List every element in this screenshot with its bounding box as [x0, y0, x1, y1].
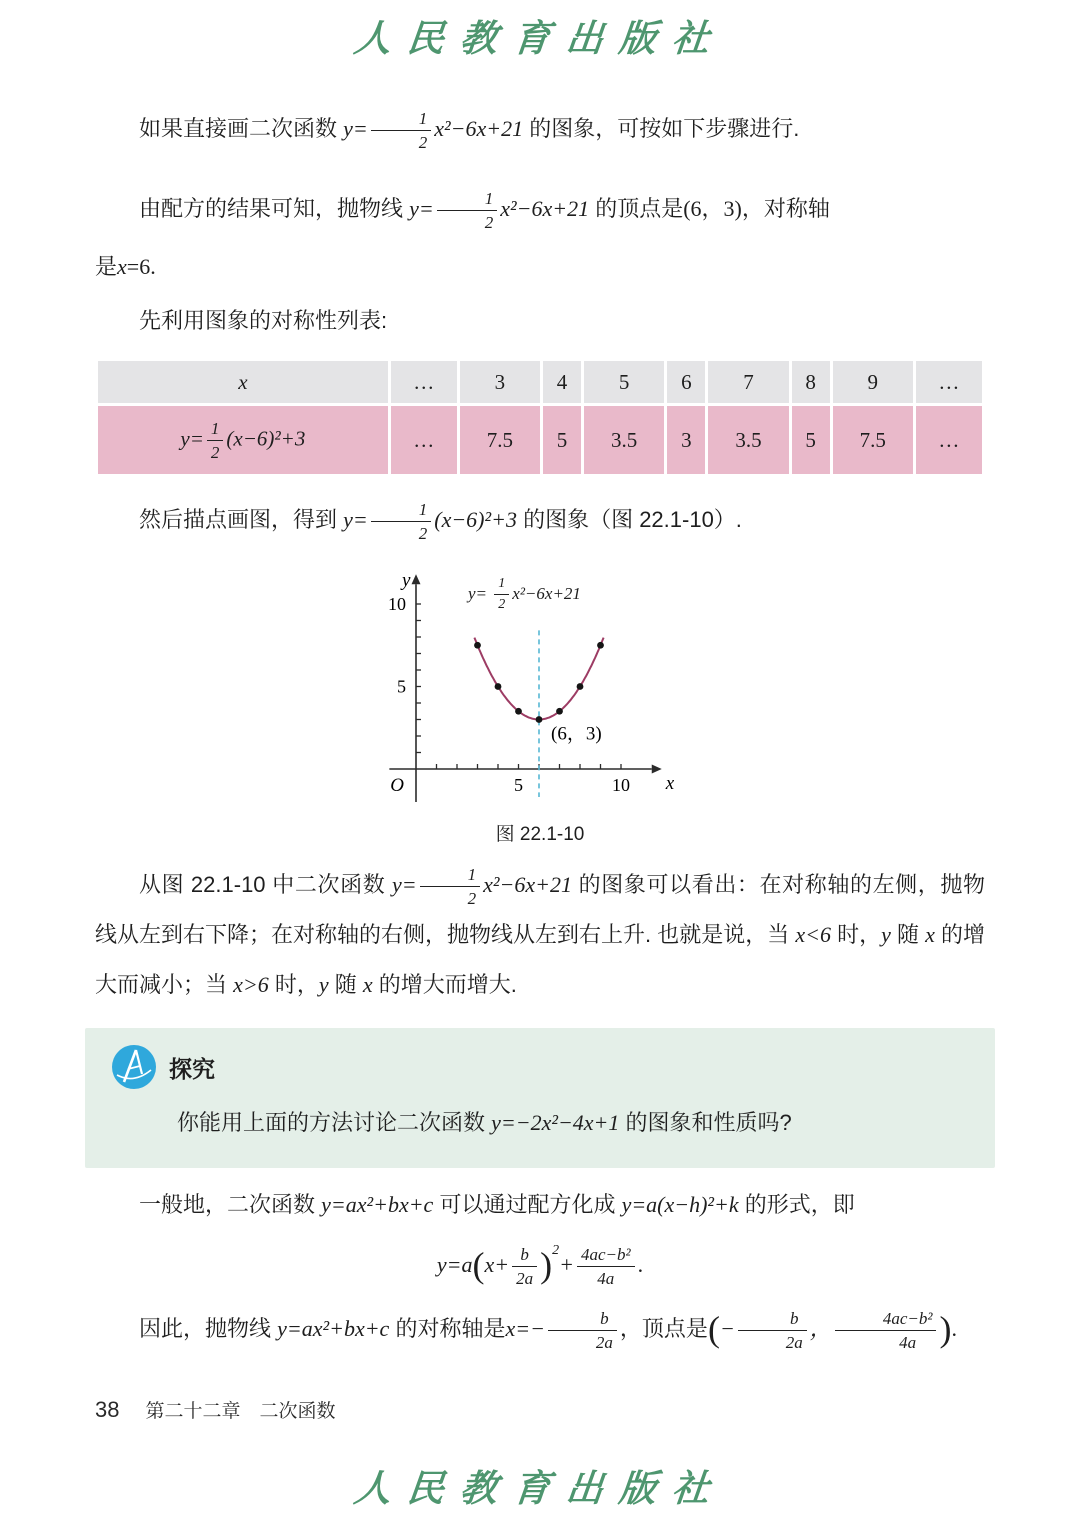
fraction: $\frac{b}{2a}$ — [738, 1310, 807, 1351]
table-cell: 9 — [831, 360, 914, 405]
table-cell: 5 — [790, 405, 831, 476]
y-tick-label: 5 — [397, 676, 406, 697]
data-point — [495, 683, 502, 690]
table-data-row — [97, 405, 984, 476]
paragraph-conclusion: 因此，抛物线 y=ax²+bx+c 的对称轴是x=− $\frac{b}{2a}$ ，顶点是(− $\frac{b}{2a}$ ， $\frac{\text{4ac−b²}}{4a}$ ). — [139, 1308, 957, 1352]
publisher-watermark-top: 人民教育出版社 — [351, 19, 728, 60]
fraction: $\frac{b}{2a}$ — [512, 1246, 537, 1287]
table-cell: x — [97, 360, 390, 405]
x-axis-label: x — [665, 773, 675, 794]
data-point — [597, 642, 604, 649]
explore-box — [85, 1028, 995, 1168]
origin-label: O — [390, 775, 404, 796]
table-cell: 6 — [666, 360, 707, 405]
explore-question: 你能用上面的方法讨论二次函数 y=−2x²−4x+1 的图象和性质吗? — [177, 1110, 792, 1135]
y-tick-label: 10 — [388, 594, 406, 614]
table-cell: … — [914, 360, 983, 405]
page-footer — [95, 1396, 336, 1423]
table-cell: 7.5 — [458, 405, 541, 476]
table-cell: y= $\frac{1}{2}$ (x−6)²+3 — [97, 405, 390, 476]
table-cell: … — [389, 405, 458, 476]
paragraph-steps-intro: 如果直接画二次函数 y= $\frac{1}{2}$ x²−6x+21 的图象，可按如下步骤进行. — [139, 108, 800, 152]
fraction: $\frac{\text{4ac−b²}}{4a}$ — [835, 1310, 937, 1351]
curve-equation-label: y= $\frac{1}{2}$ x²−6x+21 — [468, 576, 581, 612]
page-number: 38 — [95, 1397, 120, 1422]
page-content — [95, 0, 985, 1360]
data-point — [577, 683, 584, 690]
data-point — [556, 708, 563, 715]
x-tick-label: 5 — [514, 775, 523, 795]
y-axis-label: y — [402, 570, 411, 592]
table-header-row — [97, 360, 984, 405]
data-point — [515, 708, 522, 715]
table-cell: 8 — [790, 360, 831, 405]
paragraph-observation: 从图 22.1-10 中二次函数 y= $\frac{1}{2}$ x²−6x+21 的图象可以看出：在对称轴的左侧，抛物线从左到右下降；在对称轴的右侧，抛物线从左到右上升. 也就是说，当 x<6 时，y 随 x 的增大而减小；当 x>6 时，y 随 x 的增大而增大. — [95, 864, 985, 997]
table-cell: 5 — [541, 405, 582, 476]
fraction: $\frac{\text{4ac−b²}}{4a}$ — [577, 1246, 635, 1287]
table-cell: 3 — [458, 360, 541, 405]
paragraph-axis-line: 是x=6. — [95, 254, 156, 279]
fraction: $\frac{1}{2}$ — [420, 866, 481, 907]
fraction: $\frac{1}{2}$ — [494, 577, 509, 612]
paragraph-table-intro: 先利用图象的对称性列表: — [139, 308, 388, 333]
vertex-label: (6，3) — [551, 723, 602, 745]
figure-caption: 图 22.1-10 — [495, 824, 585, 845]
fraction: $\frac{1}{2}$ — [207, 420, 224, 461]
paragraph-vertex: 由配方的结果可知，抛物线 y= $\frac{1}{2}$ x²−6x+21 的顶点是(6，3)，对称轴 — [139, 188, 830, 232]
value-table — [95, 358, 985, 477]
compass-icon — [111, 1044, 157, 1090]
table-cell: 4 — [541, 360, 582, 405]
fraction: $\frac{1}{2}$ — [437, 190, 498, 231]
table-cell: 5 — [583, 360, 666, 405]
explore-header — [111, 1044, 969, 1090]
data-point — [536, 716, 543, 723]
table-cell: 7 — [707, 360, 790, 405]
data-point — [474, 642, 481, 649]
table-cell: … — [389, 360, 458, 405]
figure-22-1-10 — [370, 559, 710, 846]
x-axis-arrow — [652, 765, 662, 774]
fraction: $\frac{1}{2}$ — [371, 110, 432, 151]
paragraph-plot: 然后描点画图，得到 y= $\frac{1}{2}$ (x−6)²+3 的图象（图 22.1-10）. — [139, 499, 742, 543]
fraction: $\frac{1}{2}$ — [371, 501, 432, 542]
table-cell: 3.5 — [707, 405, 790, 476]
completed-square-formula: y=a(x+ $\frac{b}{2a}$ )$^2$+ $\frac{\text{4ac−b²}}{4a}$ . — [436, 1243, 644, 1288]
fraction: $\frac{b}{2a}$ — [548, 1310, 617, 1351]
table-cell: 3 — [666, 405, 707, 476]
table-cell: 3.5 — [583, 405, 666, 476]
chapter-title: 第二十二章 二次函数 — [145, 1401, 336, 1422]
table-cell: … — [914, 405, 983, 476]
x-tick-label: 10 — [612, 775, 630, 795]
paragraph-general: 一般地，二次函数 y=ax²+bx+c 可以通过配方化成 y=a(x−h)²+k 的形式，即 — [139, 1192, 855, 1217]
publisher-watermark-bottom: 人民教育出版社 — [351, 1469, 728, 1510]
table-cell: 7.5 — [831, 405, 914, 476]
explore-title: 探究 — [169, 1055, 215, 1082]
y-axis-arrow — [412, 574, 421, 584]
